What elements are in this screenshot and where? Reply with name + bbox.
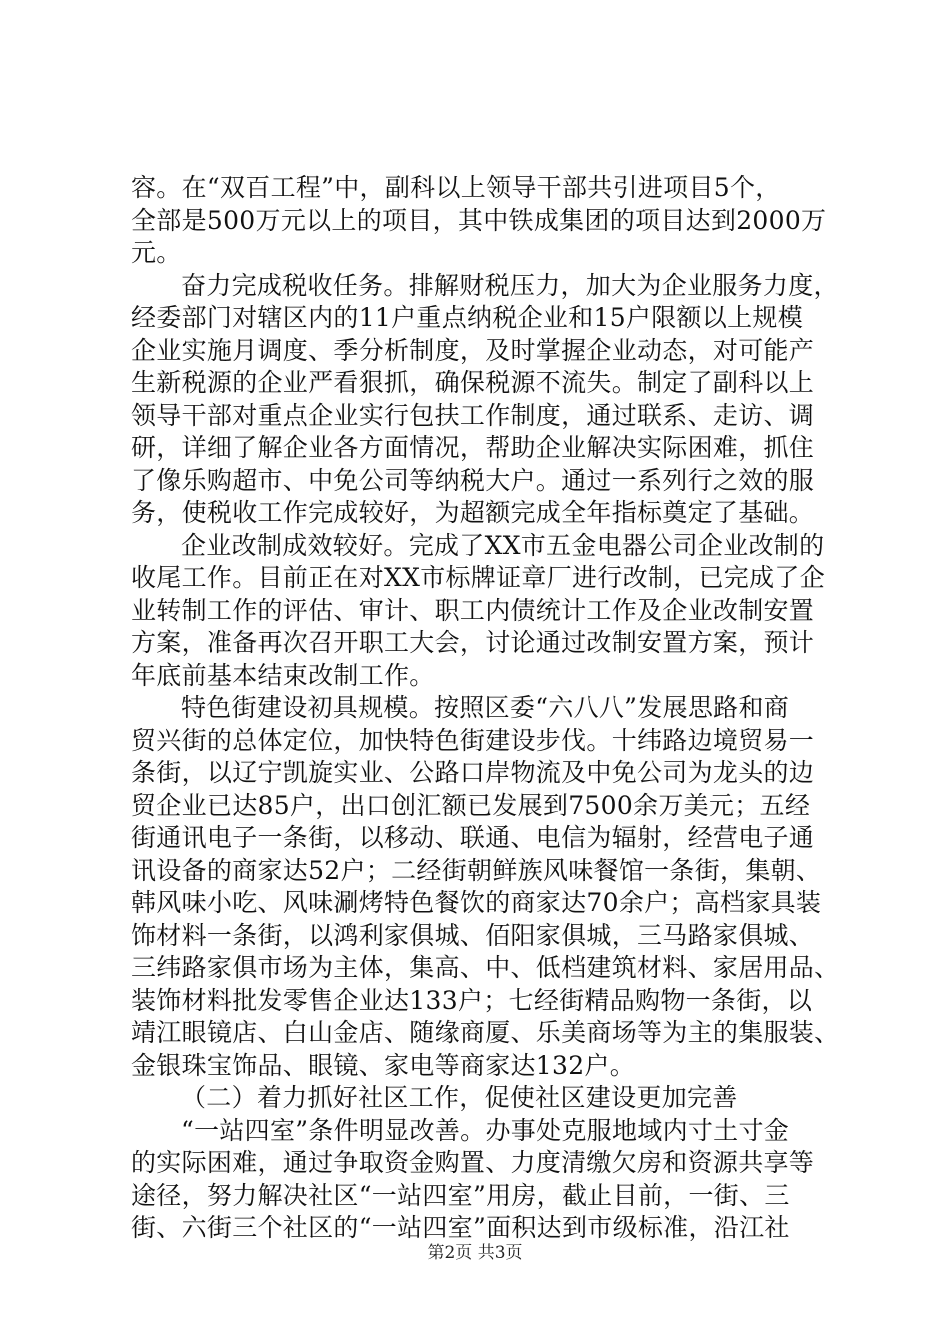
text-line: 生新税源的企业严看狠抓，确保税源不流失。制定了副科以上	[131, 368, 815, 397]
text-line: 务，使税收工作完成较好，为超额完成全年指标奠定了基础。	[131, 498, 815, 527]
text-line: 贸企业已达85户，出口创汇额已发展到7500余万美元；五经	[131, 790, 811, 820]
text-line: 企业实施月调度、季分析制度，及时掌握企业动态，对可能产	[131, 335, 815, 365]
paragraph-start-line: “一站四室”条件明显改善。办事处克服地域内寸土寸金	[181, 1115, 790, 1145]
text-line: 条街，以辽宁凯旋实业、公路口岸物流及中免公司为龙头的边	[131, 758, 815, 787]
paragraph-start-line: 奋力完成税收任务。排解财税压力，加大为企业服务力度，	[181, 270, 839, 300]
text-line: 金银珠宝饰品、眼镜、家电等商家达132户。	[131, 1050, 636, 1080]
page-number-label: 第2页 共3页	[427, 1243, 523, 1263]
text-line: 途径，努力解决社区“一站四室”用房，截止目前，一街、三	[131, 1180, 790, 1210]
text-line: 韩风味小吃、风味涮烤特色餐饮的商家达70余户；高档家具装	[131, 888, 822, 917]
text-line: 领导干部对重点企业实行包扶工作制度，通过联系、走访、调	[131, 400, 815, 430]
text-line: 收尾工作。目前正在对XX市标牌证章厂进行改制，已完成了企	[131, 563, 825, 592]
paragraph-start-line: 特色街建设初具规模。按照区委“六八八”发展思路和商	[181, 693, 790, 722]
paragraph-start-line: 企业改制成效较好。完成了XX市五金电器公司企业改制的	[181, 530, 825, 560]
text-line: 讯设备的商家达52户；二经街朝鲜族风味餐馆一条街，集朝、	[131, 855, 822, 885]
text-line: 年底前基本结束改制工作。	[131, 660, 435, 690]
text-line: 了像乐购超市、中免公司等纳税大户。通过一系列行之效的服	[131, 465, 815, 495]
text-line: 街、六街三个社区的“一站四室”面积达到市级标准，沿江社	[131, 1213, 790, 1242]
text-line: 三纬路家俱市场为主体，集高、中、低档建筑材料、家居用品、	[131, 953, 840, 982]
text-line: 方案，准备再次召开职工大会，讨论通过改制安置方案，预计	[131, 628, 815, 657]
section-heading: （二）着力抓好社区工作，促使社区建设更加完善	[181, 1083, 738, 1112]
page-footer	[0, 1243, 950, 1263]
text-line: 容。在“双百工程”中，副科以上领导干部共引进项目5个，	[131, 173, 781, 202]
text-line: 靖江眼镜店、白山金店、随缘商厦、乐美商场等为主的集服装、	[131, 1018, 840, 1047]
text-line: 饰材料一条街，以鸿利家俱城、佰阳家俱城，三马路家俱城、	[131, 920, 815, 950]
text-line: 街通讯电子一条街，以移动、联通、电信为辐射，经营电子通	[131, 823, 815, 852]
body-text	[131, 172, 840, 1245]
text-line: 贸兴街的总体定位，加快特色街建设步伐。十纬路边境贸易一	[131, 725, 815, 755]
text-line: 经委部门对辖区内的11户重点纳税企业和15户限额以上规模	[131, 303, 804, 332]
text-line: 的实际困难，通过争取资金购置、力度清缴欠房和资源共享等	[131, 1148, 815, 1177]
text-line: 业转制工作的评估、审计、职工内债统计工作及企业改制安置	[131, 595, 815, 625]
text-line: 研，详细了解企业各方面情况，帮助企业解决实际困难，抓住	[131, 433, 815, 462]
text-line: 元。	[131, 238, 182, 267]
text-line: 装饰材料批发零售企业达133户；七经街精品购物一条街，以	[131, 985, 813, 1015]
text-line: 全部是500万元以上的项目，其中铁成集团的项目达到2000万	[131, 205, 827, 235]
